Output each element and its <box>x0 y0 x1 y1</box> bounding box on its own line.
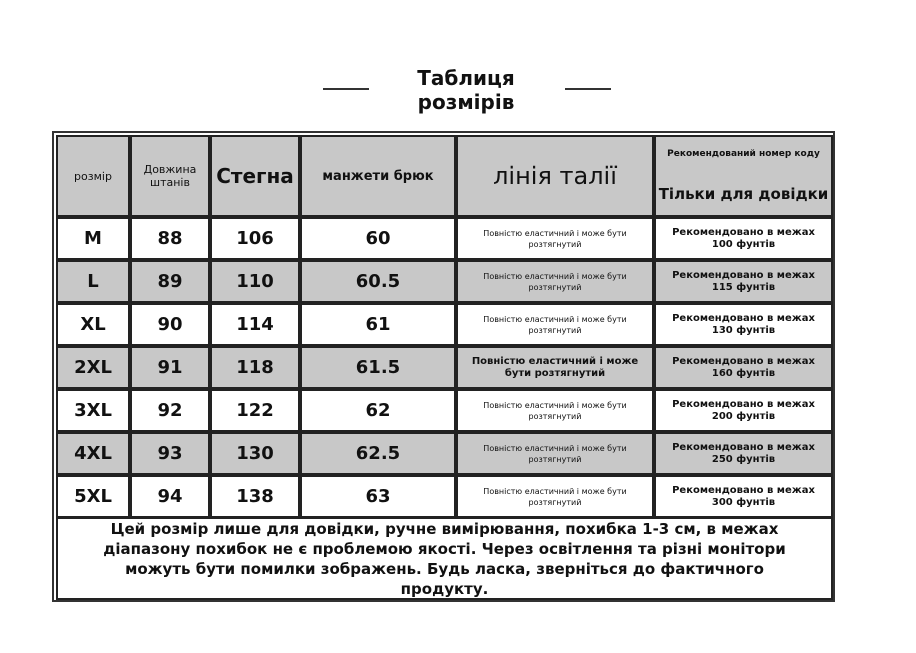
cell-rec: Рекомендовано в межах 250 фунтів <box>654 432 833 475</box>
header-hips: Стегна <box>210 135 300 217</box>
cell-hips: 110 <box>210 260 300 303</box>
cell-cuffs: 63 <box>300 475 456 518</box>
cell-waist: Повністю еластичний і може бути розтягнутий <box>456 303 654 346</box>
cell-length: 89 <box>130 260 210 303</box>
header-recommend <box>654 135 833 217</box>
cell-waist: Повністю еластичний і може бути розтягнутий <box>456 432 654 475</box>
cell-hips: 130 <box>210 432 300 475</box>
header-rec-bottom: Тільки для довідки <box>658 185 829 203</box>
header-rec-top: Рекомендований номер коду <box>667 149 820 159</box>
cell-length: 88 <box>130 217 210 260</box>
cell-length: 91 <box>130 346 210 389</box>
left-dash <box>323 88 369 90</box>
cell-length: 92 <box>130 389 210 432</box>
cell-size: 5XL <box>56 475 130 518</box>
cell-rec: Рекомендовано в межах 100 фунтів <box>654 217 833 260</box>
size-table <box>52 131 835 602</box>
cell-cuffs: 62.5 <box>300 432 456 475</box>
cell-waist: Повністю еластичний і може бути розтягнутий <box>456 217 654 260</box>
page-title <box>380 66 552 114</box>
cell-hips: 138 <box>210 475 300 518</box>
cell-cuffs: 60 <box>300 217 456 260</box>
right-dash <box>565 88 611 90</box>
cell-rec: Рекомендовано в межах 300 фунтів <box>654 475 833 518</box>
header-waist: лінія талії <box>456 135 654 217</box>
cell-rec: Рекомендовано в межах 130 фунтів <box>654 303 833 346</box>
cell-size: XL <box>56 303 130 346</box>
cell-size: L <box>56 260 130 303</box>
cell-hips: 106 <box>210 217 300 260</box>
cell-hips: 114 <box>210 303 300 346</box>
cell-length: 90 <box>130 303 210 346</box>
cell-size: M <box>56 217 130 260</box>
cell-size: 4XL <box>56 432 130 475</box>
cell-cuffs: 61 <box>300 303 456 346</box>
cell-cuffs: 60.5 <box>300 260 456 303</box>
cell-waist: Повністю еластичний і може бути розтягнутий <box>456 346 654 389</box>
title-area <box>0 66 916 126</box>
cell-size: 2XL <box>56 346 130 389</box>
title-line-1: Таблиця <box>417 66 515 90</box>
cell-length: 93 <box>130 432 210 475</box>
header-cuffs: манжети брюк <box>300 135 456 217</box>
header-length: Довжина штанів <box>130 135 210 217</box>
disclaimer-note: Цей розмір лише для довідки, ручне вимірювання, похибка 1-3 см, в межах діапазону похибок не є проблемою якості. Через освітлення та різні монітори можуть бути помилки зображень. Будь ласка, зверніться до фактичного продукту. <box>56 517 833 600</box>
cell-cuffs: 62 <box>300 389 456 432</box>
cell-waist: Повністю еластичний і може бути розтягнутий <box>456 389 654 432</box>
cell-rec: Рекомендовано в межах 200 фунтів <box>654 389 833 432</box>
cell-hips: 122 <box>210 389 300 432</box>
cell-rec: Рекомендовано в межах 160 фунтів <box>654 346 833 389</box>
cell-cuffs: 61.5 <box>300 346 456 389</box>
title-line-2: розмірів <box>417 90 515 114</box>
header-size: розмір <box>56 135 130 217</box>
cell-rec: Рекомендовано в межах 115 фунтів <box>654 260 833 303</box>
cell-length: 94 <box>130 475 210 518</box>
cell-waist: Повністю еластичний і може бути розтягнутий <box>456 260 654 303</box>
cell-waist: Повністю еластичний і може бути розтягнутий <box>456 475 654 518</box>
cell-hips: 118 <box>210 346 300 389</box>
cell-size: 3XL <box>56 389 130 432</box>
